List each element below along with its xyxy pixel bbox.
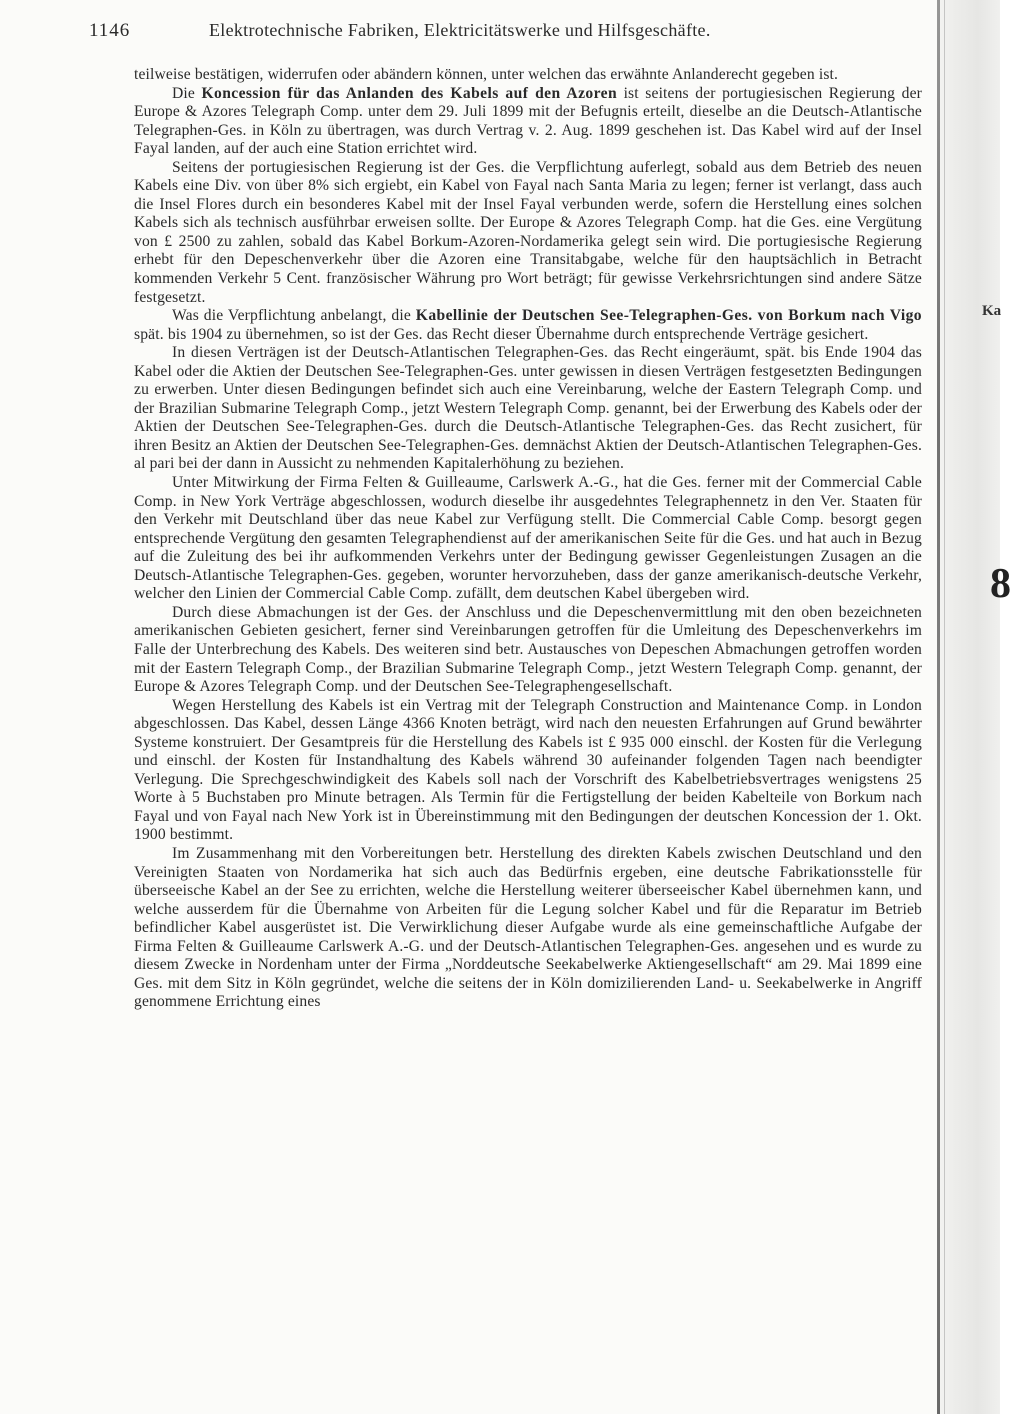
paragraph-borkum-vigo <box>134 307 922 344</box>
facing-page-edge <box>938 0 1000 1414</box>
paragraph-cable-construction: Wegen Herstellung des Kabels ist ein Vertrag mit der Telegraph Construction and Maintenance Comp. in London abgeschlossen. Das Kabel, dessen Länge 4366 Knoten beträgt, wird nach den neuesten Erfahrungen auf Grund bewährter Systeme konstruiert. Der Gesamtpreis für die Herstellung des Kabels ist £ 935 000 einschl. der Kosten für die Verlegung und einschl. der Kosten für Instandhaltung des Kabels während 30 aufeinander folgenden Tagen nach beendigter Verlegung. Die Sprechgeschwindigkeit des Kabels soll nach der Vorschrift des Kabelbetriebsvertrages wenigstens 25 Worte à 5 Buchstaben pro Minute betragen. Als Termin für die Fertigstellung der beiden Kabelteile von Borkum nach Fayal und von Fayal nach New York ist in Übereinstimmung mit den Bedingungen der deutschen Koncession der 1. Okt. 1900 bestimmt. <box>134 696 922 844</box>
facing-page-margin-note: Ka <box>982 303 1002 319</box>
paragraph-lead: Was die Verpflichtung anbelangt, die <box>172 307 416 325</box>
running-title: Elektrotechnische Fabriken, Elektricitätswerke und Hilfsgeschäfte. <box>209 20 711 40</box>
paragraph-nordenham-factory: Im Zusammenhang mit den Vorbereitungen betr. Herstellung des direkten Kabels zwischen Deutschland und den Vereinigten Staaten von Nordamerika hat sich auch das Bedürfnis ergeben, eine deutsche Fabrikationsstelle für überseeische Kabel an der See zu errichten, welche die Herstellung weiterer überseeischer Kabel übernehmen kann, und welche ausserdem für die Übernahme von Arbeiten für die Legung solcher Kabel und für die Reparatur im Betrieb befindlicher Kabel ausgerüstet ist. Die Verwirklichung dieser Aufgabe wurde als eine gemeinschaftliche Aufgabe der Firma Felten & Guilleaume Carlswerk A.-G. und der Deutsch-Atlantischen Telegraphen-Ges. angesehen und es wurde zu diesem Zwecke in Nordenham unter der Firma „Norddeutsche Seekabelwerke Aktiengesellschaft“ am 29. Mai 1899 eine Ges. mit dem Sitz in Köln gegründet, welche die seitens der in Köln domizilierenden Land- u. Seekabelwerke in Angriff genommene Errichtung eines <box>134 844 922 1011</box>
binding-shadow-line <box>937 0 940 1414</box>
page-number: 1146 <box>89 20 131 41</box>
paragraph-contracts: In diesen Verträgen ist der Deutsch-Atlantischen Telegraphen-Ges. das Recht eingeräumt, spät. bis Ende 1904 das Kabel oder die Aktien der Deutschen See-Telegraphen-Ges. unter gewissen in diesen Verträgen festgesetzten Bedingungen zu erwerben. Unter diesen Bedingungen befindet sich auch eine Vereinbarung, welche der Eastern Telegraph Comp. und der Brazilian Submarine Telegraph Comp., jetzt Western Telegraph Comp. genannt, bei der Erwerbung des Kabels oder der Aktien der Deutschen See-Telegraphen-Ges. durch die Deutsch-Atlantische Telegraphen-Ges. das Recht zusichert, für ihren Besitz an Aktien der Deutschen See-Telegraphen-Ges. demnächst Aktien der Deutsch-Atlantischen Telegraphen-Ges. al pari bei der dann in Aussicht zu nehmenden Kapitalerhöhung zu beziehen. <box>134 344 922 473</box>
paragraph-azores-concession <box>134 85 922 159</box>
paragraph-text: spät. bis 1904 zu übernehmen, so ist der Ges. das Recht dieser Übernahme durch entsprechende Verträge gesichert. <box>134 325 869 343</box>
binding-shadow-line-secondary <box>944 0 945 1414</box>
paragraph-portuguese-obligations: Seitens der portugiesischen Regierung ist der Ges. die Verpflichtung auferlegt, sobald aus dem Betrieb des neuen Kabels eine Div. von über 8% sich ergiebt, ein Kabel von Fayal nach Santa Maria zu legen; ferner ist verlangt, dass auch die Insel Flores durch ein besonderes Kabel mit der Insel Fayal verbunden werde, sofern die Herstellung eines solchen Kabels sich als technisch ausführbar erweisen sollte. Der Europe & Azores Telegraph Comp. hat die Ges. eine Vergütung von £ 2500 zu zahlen, sobald das Kabel Borkum-Azoren-Nordamerika gelegt sein wird. Die portugiesische Regierung erhebt für den Depeschenverkehr über die Azoren eine Transitabgabe, welche für den hauptsächlich in Betracht kommenden Verkehr 5 Cent. französischer Währung pro Wort beträgt; für gewisse Verkehrsrichtungen sind andere Sätze festgesetzt. <box>134 158 922 306</box>
facing-page-edge-glyph: 8 <box>990 561 1011 607</box>
paragraph-agreements: Durch diese Abmachungen ist der Ges. der Anschluss und die Depeschenvermittlung mit den oben bezeichneten amerikanischen Gebieten gesichert, ferner sind Vereinbarungen getroffen für die Umleitung des Depeschenverkehrs im Falle der Unterbrechung des Kabels. Des weiteren sind betr. Austausches von Depeschen Abmachungen getroffen worden mit der Eastern Telegraph Comp., der Brazilian Submarine Telegraph Comp., jetzt Western Telegraph Comp. genannt, der Europe & Azores Telegraph Comp. und der Deutschen See-Telegraphengesellschaft. <box>134 603 922 696</box>
paragraph-commercial-cable: Unter Mitwirkung der Firma Felten & Guilleaume, Carlswerk A.-G., hat die Ges. ferner mit der Commercial Cable Comp. in New York Verträge abgeschlossen, wodurch dieselbe ihr ausgedehntes Telegraphennetz in den Ver. Staaten für den Verkehr mit Deutschland über das neue Kabel zur Verfügung stellt. Die Commercial Cable Comp. besorgt gegen entsprechende Vergütung den gesamten Telegraphendienst auf der amerikanischen Seite für die Ges. und hat auch in Bezug auf die Zuleitung des bei ihr aufkommenden Verkehrs unter der Bedingung gewisser Gegenleistungen Zusagen an die Deutsch-Atlantische Telegraphen-Ges. gegeben, worunter hervorzuheben, dass der ganze amerikanisch-deutsche Verkehr, welcher den Linien der Commercial Cable Comp. zufällt, dem deutschen Kabel übergeben wird. <box>134 474 922 603</box>
paragraph-lead: Die <box>172 84 202 102</box>
body-text <box>134 66 922 1012</box>
paragraph-text: ist seitens der portugiesischen Regierung der Europe & Azores Telegraph Comp. unter dem 29. Juli 1899 mit der Befugnis erteilt, dieselbe an die Deutsch-Atlantische Telegraphen-Ges. in Köln zu übertragen, was durch Vertrag v. 2. Aug. 1899 geschehen ist. Das Kabel wird auf der Insel Fayal landen, auf der auch eine Station errichtet wird. <box>134 84 922 158</box>
heading-borkum-vigo: Kabellinie der Deutschen See-Telegraphen-Ges. von Borkum nach Vigo <box>415 307 922 325</box>
paragraph-continuation: teilweise bestätigen, widerrufen oder abändern können, unter welchen das erwähnte Anlanderecht gegeben ist. <box>134 66 839 83</box>
running-header <box>89 18 934 48</box>
heading-azores-concession: Koncession für das Anlanden des Kabels auf den Azoren <box>201 84 618 102</box>
